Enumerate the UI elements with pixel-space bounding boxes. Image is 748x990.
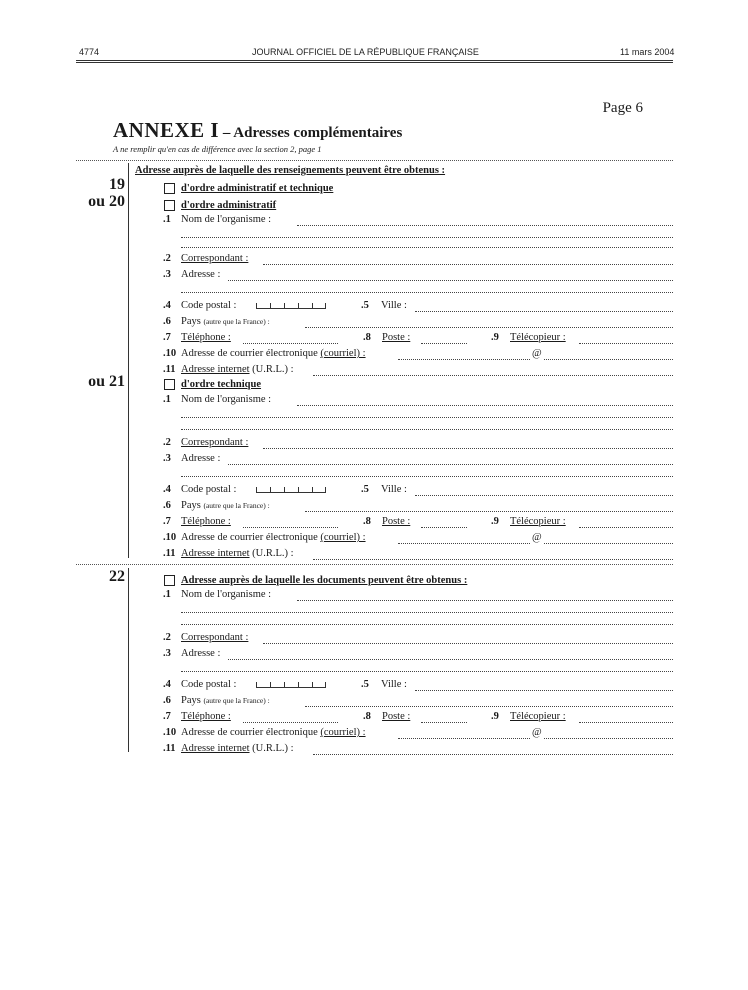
annexe-subtitle: Adresses complémentaires — [233, 125, 403, 141]
correspondent-field[interactable] — [263, 643, 673, 644]
country-field[interactable] — [305, 511, 673, 512]
website-field[interactable] — [313, 375, 673, 376]
phone-label: Téléphone : — [181, 332, 231, 343]
address-field[interactable] — [228, 464, 673, 465]
field-number: .10 — [163, 348, 177, 359]
option-tech-label: d'ordre technique — [181, 379, 262, 390]
field-number: .7 — [163, 516, 171, 527]
org-name-field-line3[interactable] — [181, 247, 673, 248]
org-name-field[interactable] — [297, 405, 673, 406]
field-number: .7 — [163, 711, 171, 722]
address-label: Adresse : — [181, 648, 221, 659]
city-label: Ville : — [381, 300, 407, 311]
org-name-field-line2[interactable] — [181, 417, 673, 418]
field-number: .1 — [163, 589, 171, 600]
website-label-url: (U.R.L.) : — [249, 364, 294, 375]
country-word: Pays — [181, 695, 201, 706]
email-label — [181, 727, 366, 739]
section-19-heading: Adresse auprès de laquelle des renseignements peuvent être obtenus : — [135, 165, 446, 176]
website-label-text: Adresse internet — [181, 548, 250, 559]
website-field[interactable] — [313, 754, 673, 755]
org-name-label: Nom de l'organisme : — [181, 214, 272, 225]
website-field[interactable] — [313, 559, 673, 560]
header-rule — [76, 60, 673, 63]
field-number: .1 — [163, 214, 171, 225]
field-number: .4 — [163, 679, 171, 690]
field-number: .3 — [163, 269, 171, 280]
address-label: Adresse : — [181, 269, 221, 280]
country-word: Pays — [181, 316, 201, 327]
email-domain-field[interactable] — [544, 359, 673, 360]
country-label — [181, 695, 270, 707]
annexe-title: ANNEXE I — [113, 118, 220, 142]
correspondent-label: Correspondant : — [181, 437, 249, 448]
postal-code-label: Code postal : — [181, 484, 237, 495]
address-field[interactable] — [228, 659, 673, 660]
field-number: .1 — [163, 394, 171, 405]
field-number: .9 — [491, 516, 499, 527]
city-field[interactable] — [415, 495, 673, 496]
phone-field[interactable] — [243, 343, 338, 344]
phone-label: Téléphone : — [181, 711, 231, 722]
email-user-field[interactable] — [398, 359, 530, 360]
annexe-note: A ne remplir qu'en cas de différence avec la section 2, page 1 — [113, 144, 322, 154]
field-number: .6 — [163, 316, 171, 327]
field-number: .5 — [361, 484, 369, 495]
journal-title: JOURNAL OFFICIEL DE LA RÉPUBLIQUE FRANÇAISE — [252, 47, 479, 57]
email-label-text: Adresse de courrier électronique — [181, 348, 321, 359]
org-name-label: Nom de l'organisme : — [181, 589, 272, 600]
postal-code-label: Code postal : — [181, 679, 237, 690]
extension-field[interactable] — [421, 527, 467, 528]
org-name-field-line2[interactable] — [181, 237, 673, 238]
page-reference: 4774 — [79, 47, 100, 57]
city-field[interactable] — [415, 311, 673, 312]
website-label-text: Adresse internet — [181, 364, 250, 375]
extension-field[interactable] — [421, 343, 467, 344]
checkbox-admin[interactable] — [164, 200, 175, 211]
country-note: (autre que la France) : — [203, 501, 270, 510]
address-field-line2[interactable] — [181, 292, 673, 293]
email-label — [181, 348, 366, 360]
field-number: .11 — [163, 364, 176, 375]
org-name-field-line2[interactable] — [181, 612, 673, 613]
section-22-left-rule — [128, 568, 129, 752]
field-number: .10 — [163, 532, 177, 543]
section-number-19: 19 — [109, 176, 125, 193]
email-label-courriel: (courriel) : — [320, 532, 366, 543]
field-number: .8 — [363, 711, 371, 722]
field-number: .9 — [491, 332, 499, 343]
website-label — [181, 364, 294, 376]
website-label-text: Adresse internet — [181, 743, 250, 754]
field-number: .2 — [163, 437, 171, 448]
section-separator — [76, 564, 673, 565]
fax-label: Télécopieur : — [510, 516, 566, 527]
country-field[interactable] — [305, 706, 673, 707]
extension-label: Poste : — [382, 711, 411, 722]
phone-label: Téléphone : — [181, 516, 231, 527]
field-number: .11 — [163, 743, 176, 754]
postal-code-boxes[interactable] — [256, 682, 326, 688]
fax-label: Télécopieur : — [510, 332, 566, 343]
section-number-ou-20: ou 20 — [88, 193, 125, 210]
website-label — [181, 548, 294, 560]
field-number: .11 — [163, 548, 176, 559]
extension-label: Poste : — [382, 332, 411, 343]
country-note: (autre que la France) : — [203, 317, 270, 326]
journal-date: 11 mars 2004 — [620, 47, 675, 57]
fax-label: Télécopieur : — [510, 711, 566, 722]
field-number: .4 — [163, 300, 171, 311]
field-number: .5 — [361, 300, 369, 311]
field-number: .6 — [163, 695, 171, 706]
email-domain-field[interactable] — [544, 738, 673, 739]
field-number: .8 — [363, 516, 371, 527]
postal-code-label: Code postal : — [181, 300, 237, 311]
country-label — [181, 500, 270, 512]
option-admin-label: d'ordre administratif — [181, 200, 277, 211]
website-label-url: (U.R.L.) : — [249, 743, 294, 754]
field-number: .2 — [163, 632, 171, 643]
phone-field[interactable] — [243, 722, 338, 723]
extension-field[interactable] — [421, 722, 467, 723]
address-field[interactable] — [228, 280, 673, 281]
city-label: Ville : — [381, 679, 407, 690]
correspondent-label: Correspondant : — [181, 632, 249, 643]
at-sign: @ — [532, 532, 542, 543]
extension-label: Poste : — [382, 516, 411, 527]
correspondent-field[interactable] — [263, 264, 673, 265]
fax-field[interactable] — [579, 527, 673, 528]
option-admin-tech-label: d'ordre administratif et technique — [181, 183, 334, 194]
checkbox-tech[interactable] — [164, 379, 175, 390]
address-field-line2[interactable] — [181, 671, 673, 672]
fax-field[interactable] — [579, 343, 673, 344]
org-name-field[interactable] — [297, 225, 673, 226]
phone-field[interactable] — [243, 527, 338, 528]
postal-code-boxes[interactable] — [256, 487, 326, 493]
correspondent-label: Correspondant : — [181, 253, 249, 264]
field-number: .8 — [363, 332, 371, 343]
field-number: .2 — [163, 253, 171, 264]
org-name-field-line3[interactable] — [181, 624, 673, 625]
email-label-courriel: (courriel) : — [320, 348, 366, 359]
email-domain-field[interactable] — [544, 543, 673, 544]
section-22-heading: Adresse auprès de laquelle les documents peuvent être obtenus : — [181, 575, 468, 586]
website-label — [181, 743, 294, 755]
email-user-field[interactable] — [398, 738, 530, 739]
field-number: .4 — [163, 484, 171, 495]
field-number: .6 — [163, 500, 171, 511]
address-field-line2[interactable] — [181, 476, 673, 477]
city-label: Ville : — [381, 484, 407, 495]
email-label — [181, 532, 366, 544]
field-number: .3 — [163, 648, 171, 659]
postal-code-boxes[interactable] — [256, 303, 326, 309]
at-sign: @ — [532, 727, 542, 738]
org-name-field-line3[interactable] — [181, 429, 673, 430]
section-19-left-rule — [128, 163, 129, 558]
correspondent-field[interactable] — [263, 448, 673, 449]
email-label-courriel: (courriel) : — [320, 727, 366, 738]
email-label-text: Adresse de courrier électronique — [181, 727, 321, 738]
checkbox-admin-tech[interactable] — [164, 183, 175, 194]
field-number: .5 — [361, 679, 369, 690]
field-number: .3 — [163, 453, 171, 464]
at-sign: @ — [532, 348, 542, 359]
table-top-rule — [76, 160, 673, 161]
field-number: .7 — [163, 332, 171, 343]
city-field[interactable] — [415, 690, 673, 691]
country-field[interactable] — [305, 327, 673, 328]
org-name-label: Nom de l'organisme : — [181, 394, 272, 405]
email-label-text: Adresse de courrier électronique — [181, 532, 321, 543]
org-name-field[interactable] — [297, 600, 673, 601]
section-number-ou-21: ou 21 — [88, 373, 125, 390]
field-number: .9 — [491, 711, 499, 722]
country-word: Pays — [181, 500, 201, 511]
fax-field[interactable] — [579, 722, 673, 723]
checkbox-documents[interactable] — [164, 575, 175, 586]
page-label: Page 6 — [602, 100, 643, 116]
section-number-22: 22 — [109, 568, 125, 585]
address-label: Adresse : — [181, 453, 221, 464]
annexe-title-block — [113, 118, 402, 143]
field-number: .10 — [163, 727, 177, 738]
country-label — [181, 316, 270, 328]
title-dash: – — [219, 125, 234, 141]
country-note: (autre que la France) : — [203, 696, 270, 705]
email-user-field[interactable] — [398, 543, 530, 544]
website-label-url: (U.R.L.) : — [249, 548, 294, 559]
